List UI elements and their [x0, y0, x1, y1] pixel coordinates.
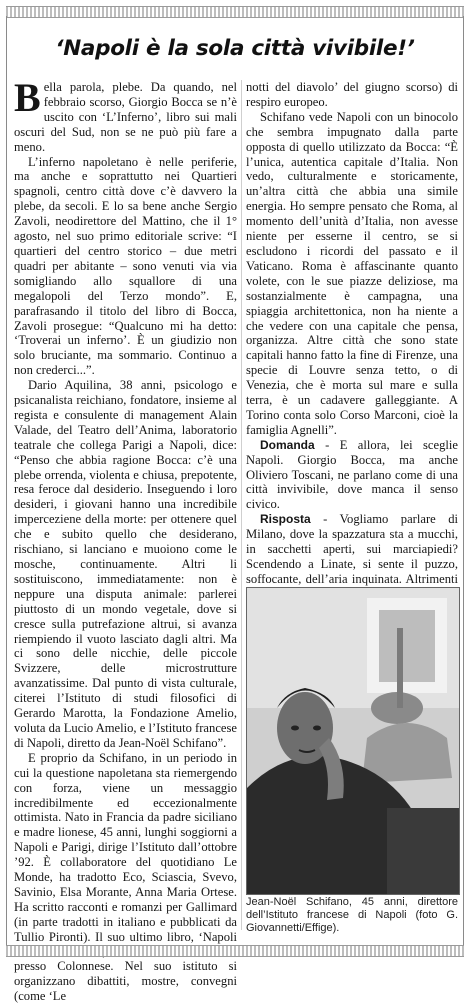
paragraph-inferno: L’inferno napoletano è nelle periferie, ma anche e soprattutto nei Quartieri spagnoli, centro città dove c’è davvero la plebe, da secoli. E lo sa bene anche Sergio Zavoli, neodirettore del Mattino, che il 1° agosto, nel suo primo editoriale scrive: “I quartieri del centro storico – due metri quadri per abitante – sono venuti via via somigliando allo squallore di una megalopoli del Terzo mondo”. E, parafrasando il titolo del libro di Bocca, Zavoli prosegue: “Qualcuno mi ha detto: ‘Troverai un inferno’. È un giudizio non solo bruciante, ma sommario. Continuo a non crederci...”.: [14, 154, 237, 378]
qa-question: [246, 438, 458, 513]
answer-text: - Vogliamo parlare di Milano, dove la spazzatura sta a mucchi, in sacchetti aperti, sui marciapiedi? Scendendo a Linate, si sente il puzzo, soffocante, dell’aria inquinata. Altrimenti: [246, 512, 458, 586]
answer-label: Risposta: [260, 512, 311, 527]
paragraph-continuation: notti del diavolo’ del giugno scorso) di respiro europeo.: [246, 80, 458, 109]
paragraph-aquilina: Dario Aquilina, 38 anni, psicologo e psicanalista reichiano, fondatore, insieme al regista e consulente di management Alain Valade, del Teatro dell’Anima, laboratorio teatrale che collega Parigi a Napoli, dice: “Penso che abbia ragione Bocca: c’è una plebe orrenda, violenta e chiusa, prepotente, resa feroce dal desiderio. Inseguendo i loro desideri, i giovani hanno una incredibile imperceziene della morte: per ottenere quel che e subito quello che desiderano, rischiano, si lanciano e muoiono come le mosche, continuamente. Altri li sostituiscono, immediatamente: non è neppure una disputa animale: parlerei piuttosto di un mondo vegetale, dove si cresce sulla putrefazione altrui, si avanza riempiendo il vuoto lasciato dagli altri. Ma ci sono delle nicchie, delle piccole Svizzere, delle microstrutture avanzatissime. Dal punto di vista culturale, citerei l’Istituto di studi filosofici di Gerardo Marotta, la Fondazione Amelio, voluta da Lucio Amelio, e l’Istituto francese di Napoli, diretto da Jean-Noël Schifano”.: [14, 378, 237, 750]
question-text: - E allora, lei sceglie Napoli. Giorgio Bocca, ma anche Oliviero Toscani, ne parlano come di una città invivibile, dove manca il senso civico.: [246, 437, 458, 512]
left-text-column: [14, 75, 237, 1004]
portrait-photo: [246, 587, 460, 895]
paragraph-schifano-intro: E proprio da Schifano, in un periodo in cui la questione napoletana sta riemergendo con forza, viene un messaggio incredibilmente ed eccezionalmente ottimista. Nato in Francia da padre siciliano e madre lionese, 45 anni, lunghi soggiorni a Napoli e Parigi, dirige l’Istituto dall’ottobre ’92. È collaboratore del quotidiano Le Monde, ha tradotto Eco, Sciascia, Svevo, Savinio, Elsa Morante, Anna Maria Ortese. Ha scritto racconti e romanzi per Gallimard (in parte tradotti in italiano e pubblicati da Tullio Pironti). Il suo ultimo libro, ‘Napoli presso Colonnese. Nel suo istituto si organizzano dibattiti, mostre, convegni (come ‘Le: [14, 750, 237, 1004]
photo-caption: Jean-Noël Schifano, 45 anni, direttore dell’Istituto francese di Napoli (foto G. Giovannetti/Effige).: [246, 896, 458, 934]
lead-paragraph-text: ella parola, plebe. Da quando, nel febbraio scorso, Giorgio Bocca se n’è uscito con ‘L’Inferno’, libro sui mali oscuri del Sud, non se ne può più fare a meno.: [14, 80, 237, 154]
lead-paragraph: [14, 75, 237, 155]
portrait-photo-illustration: [247, 588, 459, 894]
drop-cap: B: [14, 75, 41, 120]
bottom-border-rule: [6, 945, 464, 957]
article-headline: ‘Napoli è la sola città vivibile!’: [55, 36, 415, 61]
right-text-column: [246, 80, 458, 586]
question-label: Domanda: [260, 437, 315, 452]
paragraph-schifano-quote: Schifano vede Napoli con un binocolo che sembra impugnato dalla parte opposta di quello utilizzato da Bocca: “È l’unica, autentica capitale d’Italia. Non vedo, culturalmente e storicamente, un’altra città che abbia una simile energia. Ho sempre pensato che Roma, al momento dell’unità d’Italia, non avesse niente per esserne il centro, se si escludono i ricordi del passato e il Vaticano. Roma è affascinante quanto volete, con le sue piazze deliziose, ma sostanzialmente è campagna, una spiaggia architettonica, non ha niente a che vedere con una capitale che pensa, organizza. Altre città che sono state capitali hanno fatto la fine di Firenze, una specie di Louvre senza tetto, o di Venezia, che è morta sul mare e sulla terra, è un cadavere galleggiante. A Torino conta solo Corso Marconi, cioè la famiglia Agnelli”.: [246, 109, 458, 437]
column-divider: [241, 80, 242, 930]
